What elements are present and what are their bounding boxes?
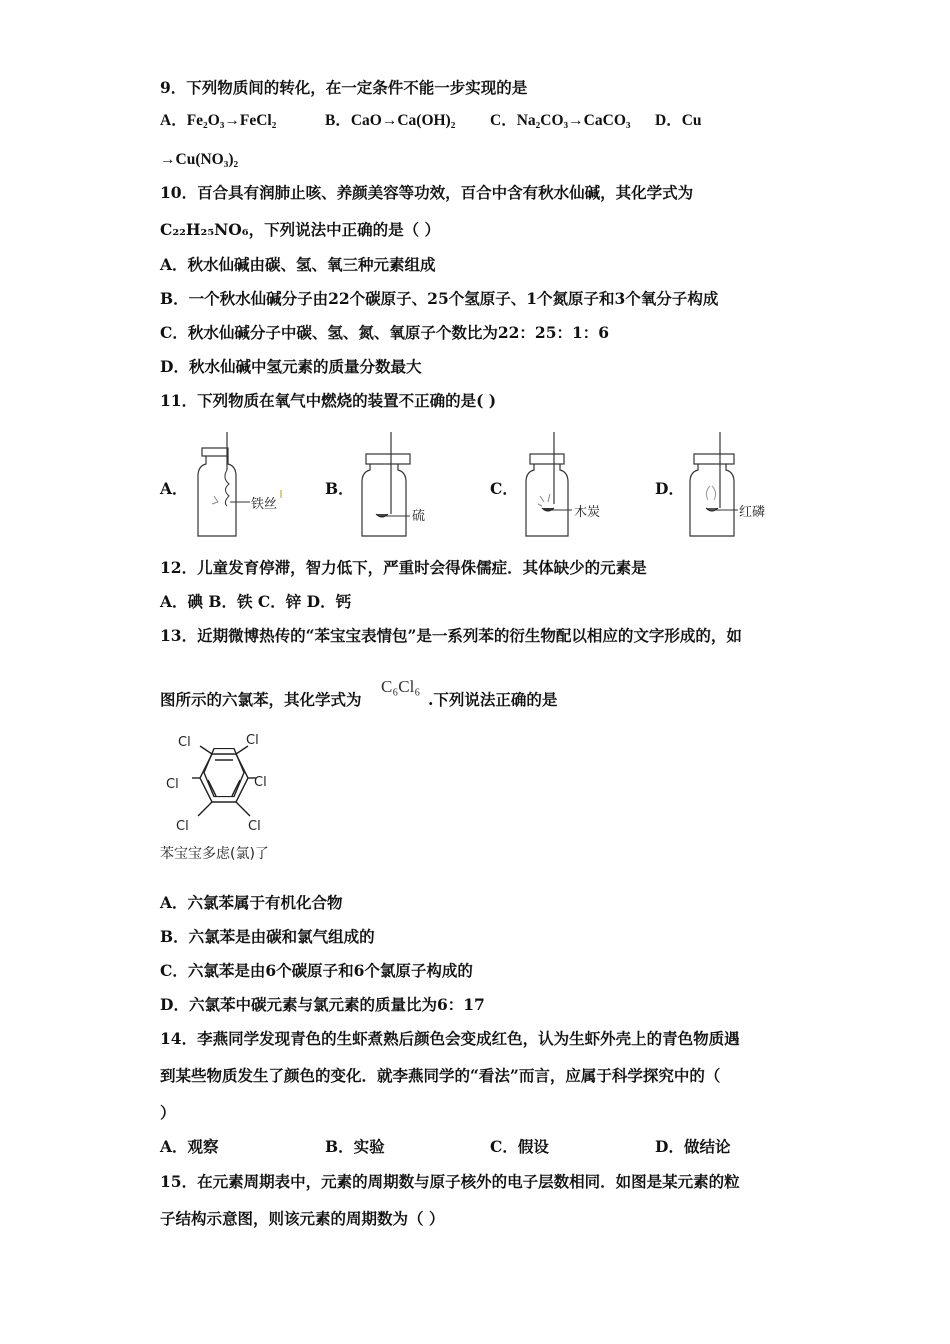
q13-cl-6: Cl xyxy=(248,819,261,834)
q13-stem-line2b: .下列说法正确的是 xyxy=(428,690,558,709)
q14-option-c: C．假设 xyxy=(490,1137,549,1156)
q9-option-d: D．Cu xyxy=(655,112,702,129)
q10-stem-line2: C₂₂H₂₅NO₆，下列说法中正确的是（ ） xyxy=(160,220,440,239)
q13-formula: C₆Cl₆ xyxy=(381,677,421,696)
q13-cl-2: Cl xyxy=(246,733,259,748)
q11-option-b-letter: B． xyxy=(325,479,354,498)
q13-figure-caption: 苯宝宝多虑(氯)了 xyxy=(160,846,269,862)
q13-cl-5: Cl xyxy=(176,819,189,834)
q11-figure-a xyxy=(192,430,292,546)
q9-option-b: B．CaO→Ca(OH)₂ xyxy=(325,112,456,129)
q10-option-d: D．秋水仙碱中氢元素的质量分数最大 xyxy=(160,357,422,376)
q13-cl-4: Cl xyxy=(254,775,267,790)
q14-option-b: B．实验 xyxy=(325,1137,385,1156)
q10-option-c: C．秋水仙碱分子中碳、氢、氮、氧原子个数比为22：25：1：6 xyxy=(160,323,610,342)
q13-cl-1: Cl xyxy=(178,735,191,750)
q13-option-d: D．六氯苯中碳元素与氯元素的质量比为6：17 xyxy=(160,995,485,1014)
q11-option-c-letter: C． xyxy=(490,479,518,498)
q15-stem-line1: 15．在元素周期表中，元素的周期数与原子核外的电子层数相同．如图是某元素的粒 xyxy=(160,1172,740,1191)
q10-option-a: A．秋水仙碱由碳、氢、氧三种元素组成 xyxy=(160,255,436,274)
q13-option-c: C．六氯苯是由6个碳原子和6个氯原子构成的 xyxy=(160,961,473,980)
q13-hexachlorobenzene-figure xyxy=(156,726,296,870)
q9-option-c: C．Na₂CO₃→CaCO₃ xyxy=(490,112,631,129)
q15-stem-line2: 子结构示意图，则该元素的周期数为（ ） xyxy=(160,1209,445,1228)
q11-figure-d xyxy=(686,430,776,546)
q11-figure-b-label: 硫 xyxy=(412,509,426,524)
q11-stem: 11．下列物质在氧气中燃烧的装置不正确的是( ) xyxy=(160,391,497,410)
q13-stem-line2a: 图所示的六氯苯，其化学式为 xyxy=(160,690,362,709)
q11-figure-c xyxy=(522,430,612,546)
q10-stem-line1: 10．百合具有润肺止咳、养颜美容等功效，百合中含有秋水仙碱，其化学式为 xyxy=(160,183,694,202)
q13-option-a: A．六氯苯属于有机化合物 xyxy=(160,893,343,912)
q11-figure-c-label: 木炭 xyxy=(574,505,601,520)
q14-option-a: A．观察 xyxy=(160,1137,219,1156)
q14-stem-line1: 14．李燕同学发现青色的生虾煮熟后颜色会变成红色，认为生虾外壳上的青色物质遇 xyxy=(160,1029,740,1048)
q14-option-d: D．做结论 xyxy=(655,1137,731,1156)
q14-stem-line2: 到某些物质发生了颜色的变化．就李燕同学的“看法”而言，应属于科学探究中的（ xyxy=(160,1066,721,1085)
q11-figure-a-label: 铁丝 xyxy=(251,497,278,512)
q11-option-a-letter: A． xyxy=(160,479,188,498)
q12-stem: 12．儿童发育停滞，智力低下，严重时会得侏儒症．其体缺少的元素是 xyxy=(160,558,647,577)
q9-stem: 9．下列物质间的转化，在一定条件不能一步实现的是 xyxy=(160,78,528,97)
q12-options: A．碘 B．铁 C．锌 D．钙 xyxy=(160,592,352,611)
q13-option-b: B．六氯苯是由碳和氯气组成的 xyxy=(160,927,375,946)
q11-figure-d-label: 红磷 xyxy=(739,505,766,520)
q11-option-d-letter: D． xyxy=(655,479,684,498)
q9-option-a: A．Fe₂O₃→FeCl₂ xyxy=(160,112,277,129)
q10-option-b: B．一个秋水仙碱分子由22个碳原子、25个氢原子、1个氮原子和3个氧分子构成 xyxy=(160,289,719,308)
q13-stem-line1: 13．近期微博热传的“苯宝宝表情包”是一系列苯的衍生物配以相应的文字形成的，如 xyxy=(160,626,742,645)
q11-figure-b xyxy=(358,430,448,546)
q14-stem-line3: ） xyxy=(160,1103,176,1122)
q13-cl-3: Cl xyxy=(166,777,179,792)
q9-option-d-continued: →Cu(NO₃)₂ xyxy=(160,151,239,168)
